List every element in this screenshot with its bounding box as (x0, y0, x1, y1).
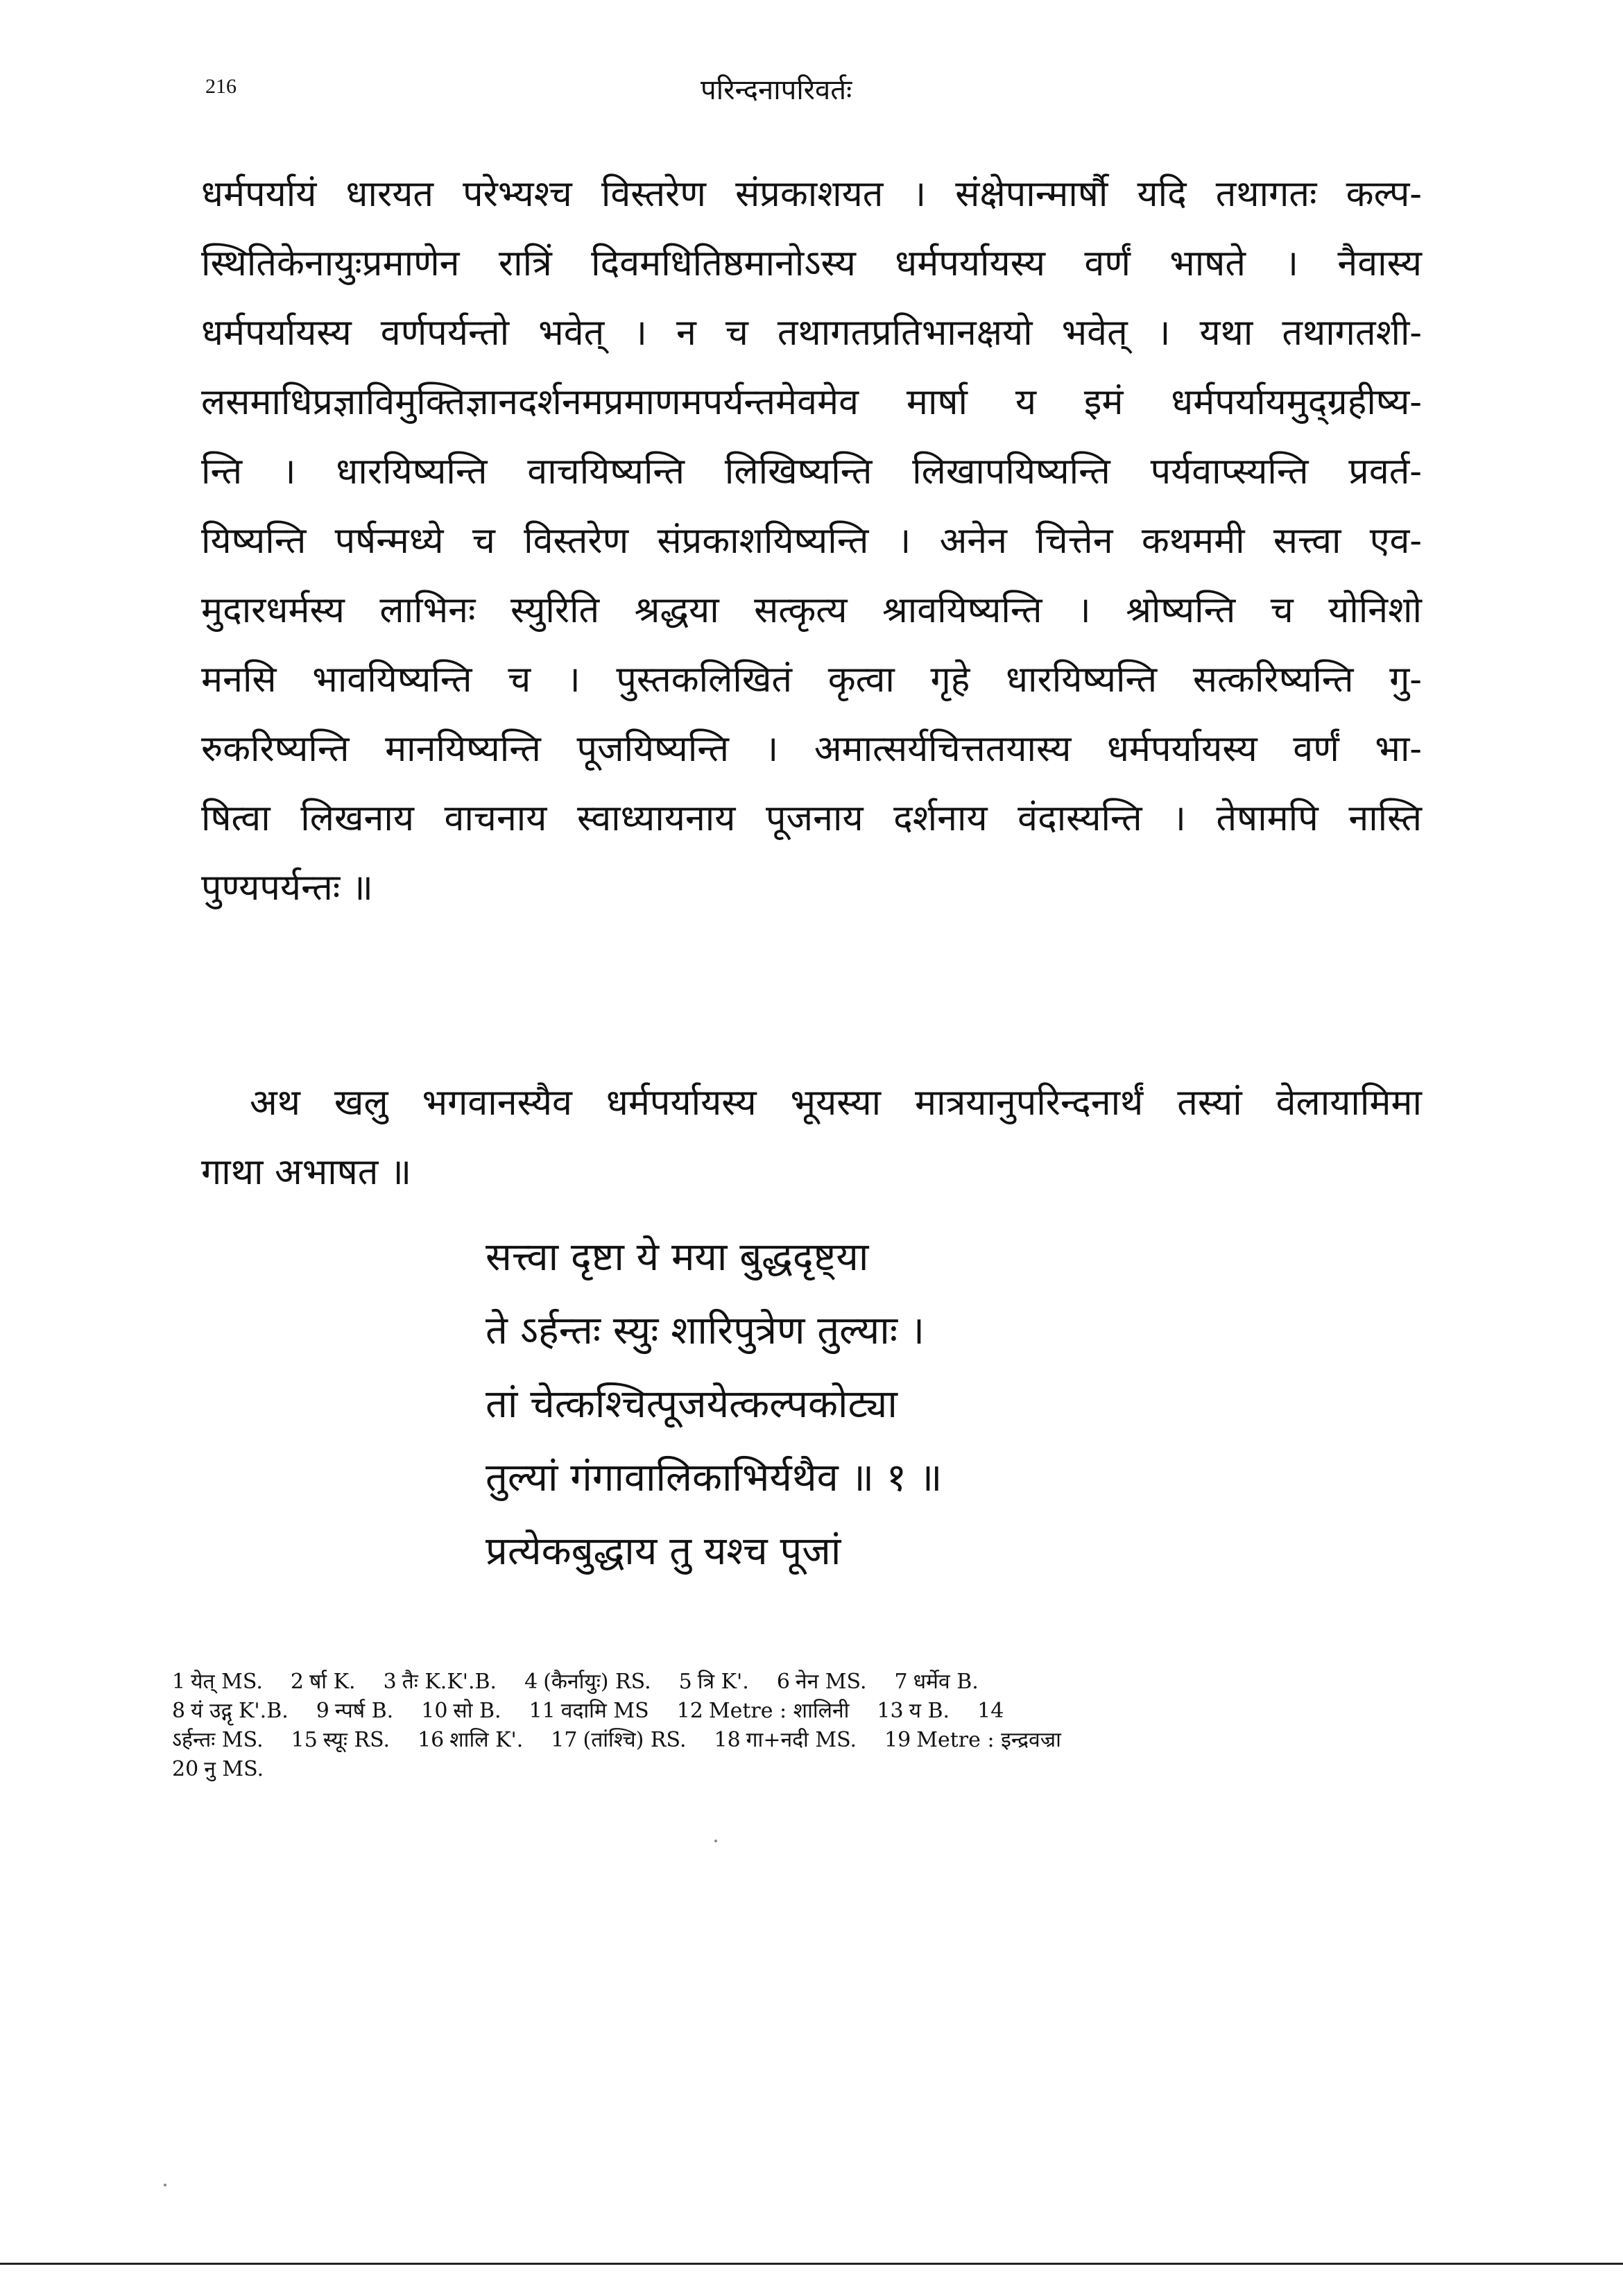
footnote-number: 5 (678, 1670, 692, 1694)
scan-speck (714, 1840, 717, 1842)
footnote (421, 1697, 501, 1725)
footnote-text: (कैर्नायुः) RS. (543, 1670, 651, 1694)
footnote-number: 15 (291, 1728, 318, 1752)
footnote (172, 1668, 263, 1696)
footnote-text: र्षा K. (309, 1670, 356, 1694)
footnote-number: 11 (529, 1699, 556, 1723)
footnote-number: 8 (172, 1699, 186, 1723)
text-line: लसमाधिप्रज्ञाविमुक्तिज्ञानदर्शनमप्रमाणमपर्यन्तमेवमेव मार्षा य इमं धर्मपर्यायमुद्ग्रहीष्य- (201, 382, 1422, 423)
footnote-number: 19 (884, 1728, 911, 1752)
text-line: धर्मपर्यायस्य वर्णपर्यन्तो भवेत् । न च तथागतप्रतिभानक्षयो भवेत् । यथा तथागतशी- (201, 312, 1422, 354)
footnote (977, 1697, 1009, 1725)
page-number: 216 (205, 75, 237, 98)
footnote-text: गा+नदी MS. (746, 1728, 857, 1752)
text-line: मनसि भावयिष्यन्ति च । पुस्तकलिखितं कृत्वा गृहे धारयिष्यन्ति सत्करिष्यन्ति गु- (201, 659, 1422, 701)
verse-line: ते ऽर्हन्तः स्युः शारिपुत्रेण तुल्याः । (486, 1308, 925, 1353)
footnote-text: Metre : इन्द्रवज्रा (916, 1728, 1061, 1752)
footnote-text: धर्मेव B. (913, 1670, 979, 1694)
footnote (524, 1668, 651, 1696)
verse-line: तां चेत्कश्चित्पूजयेत्कल्पकोट्या (486, 1382, 898, 1427)
footnote (551, 1727, 686, 1754)
footnote (679, 1668, 749, 1696)
text-line: न्ति । धारयिष्यन्ति वाचयिष्यन्ति लिखिष्यन्ति लिखापयिष्यन्ति पर्यवाप्स्यन्ति प्रवर्त- (201, 451, 1422, 492)
footnote-text: तैः K.K'.B. (402, 1670, 497, 1694)
footnote (384, 1668, 497, 1696)
footnote (895, 1668, 979, 1696)
text-line: धर्मपर्यायं धारयत परेभ्यश्च विस्तरेण संप्रकाशयत । संक्षेपान्मार्षौ यदि तथागतः कल्प- (201, 173, 1422, 215)
bottom-rule (0, 2263, 1623, 2265)
text-line: गाथा अभाषत ॥ (201, 1151, 412, 1193)
footnote-line (172, 1668, 1365, 1697)
text-line: अथ खलु भगवानस्यैव धर्मपर्यायस्य भूयस्या मात्रयानुपरिन्दनार्थं तस्यां वेलायामिमा (250, 1082, 1422, 1124)
text-line: षित्वा लिखनाय वाचनाय स्वाध्यायनाय पूजनाय दर्शनाय वंदास्यन्ति । तेषामपि नास्ति (201, 798, 1422, 839)
footnote-number: 4 (524, 1670, 538, 1694)
footnote-text: ऽर्हन्तः MS. (172, 1728, 264, 1752)
footnote-number: 17 (551, 1728, 578, 1752)
footnote-text: यं उद्गृ K'.B. (191, 1699, 289, 1723)
footnote-text: (तांश्चि) RS. (583, 1728, 687, 1752)
footnote-text: Metre : शालिनी (708, 1699, 850, 1723)
footnotes (172, 1668, 1365, 1785)
footnote-text: येत् MS. (191, 1670, 263, 1694)
prose-paragraph-1 (201, 160, 1422, 923)
text-line: पुण्यपर्यन्तः ॥ (201, 867, 373, 909)
footnote (884, 1727, 1061, 1754)
prose-paragraph-2 (201, 1068, 1422, 1207)
footnote-number: 3 (383, 1670, 397, 1694)
scan-speck (164, 2184, 166, 2186)
footnote-text: न्पर्ष B. (334, 1699, 394, 1723)
footnote-text: त्रि K'. (697, 1670, 749, 1694)
footnote-line (172, 1697, 1365, 1727)
verse-line: तुल्यां गंगावालिकाभिर्यथैव ॥ १ ॥ (486, 1455, 943, 1500)
verse-line: सत्त्वा दृष्टा ये मया बुद्धदृष्ट्या (486, 1235, 869, 1280)
footnote-number: 13 (877, 1699, 904, 1723)
footnote-text: स्यूः RS. (323, 1728, 390, 1752)
footnote (418, 1727, 523, 1754)
running-title: परिन्दनापरिवर्तः (701, 74, 852, 106)
footnote-text: नु MS. (204, 1757, 264, 1781)
footnote-number: 10 (421, 1699, 448, 1723)
footnote-number: 18 (714, 1728, 741, 1752)
footnote (777, 1668, 867, 1696)
footnote (677, 1697, 850, 1725)
footnote (877, 1697, 950, 1725)
footnote-text: सो B. (453, 1699, 501, 1723)
footnote-number: 6 (776, 1670, 790, 1694)
footnote-text: नेन MS. (795, 1670, 867, 1694)
footnote (714, 1727, 857, 1754)
footnote (316, 1697, 393, 1725)
verse-line: प्रत्येकबुद्धाय तु यश्च पूजां (486, 1529, 841, 1574)
footnote-line (172, 1727, 1365, 1756)
footnote-number: 9 (316, 1699, 329, 1723)
footnote (172, 1756, 264, 1783)
footnote-number: 12 (676, 1699, 703, 1723)
footnote-number: 16 (418, 1728, 445, 1752)
text-line: यिष्यन्ति पर्षन्मध्ये च विस्तरेण संप्रकाशयिष्यन्ति । अनेन चित्तेन कथममी सत्त्वा एव- (201, 520, 1422, 562)
footnote-number: 14 (977, 1699, 1004, 1723)
footnote-number: 2 (290, 1670, 304, 1694)
footnote-text: शालि K'. (449, 1728, 524, 1752)
footnote-text: वदामि MS (560, 1699, 649, 1723)
verse-block (486, 1221, 942, 1588)
footnote-number: 7 (894, 1670, 908, 1694)
text-line: रुकरिष्यन्ति मानयिष्यन्ति पूजयिष्यन्ति । अमात्सर्यचित्ततयास्य धर्मपर्यायस्य वर्णं भा- (201, 728, 1422, 770)
text-line: मुदारधर्मस्य लाभिनः स्युरिति श्रद्धया सत्कृत्य श्रावयिष्यन्ति । श्रोष्यन्ति च योनिशो (201, 590, 1422, 631)
footnote (291, 1668, 356, 1696)
footnote (529, 1697, 649, 1725)
footnote-line (172, 1756, 1365, 1785)
footnote (172, 1727, 264, 1754)
text-line: स्थितिकेनायुःप्रमाणेन रात्रिं दिवमधितिष्ठमानोऽस्य धर्मपर्यायस्य वर्णं भाषते । नैवास्य (201, 243, 1422, 284)
footnote-text: य B. (909, 1699, 950, 1723)
footnote-number: 1 (172, 1670, 186, 1694)
footnote (172, 1697, 289, 1725)
footnote-number: 20 (172, 1757, 199, 1781)
footnote (291, 1727, 390, 1754)
